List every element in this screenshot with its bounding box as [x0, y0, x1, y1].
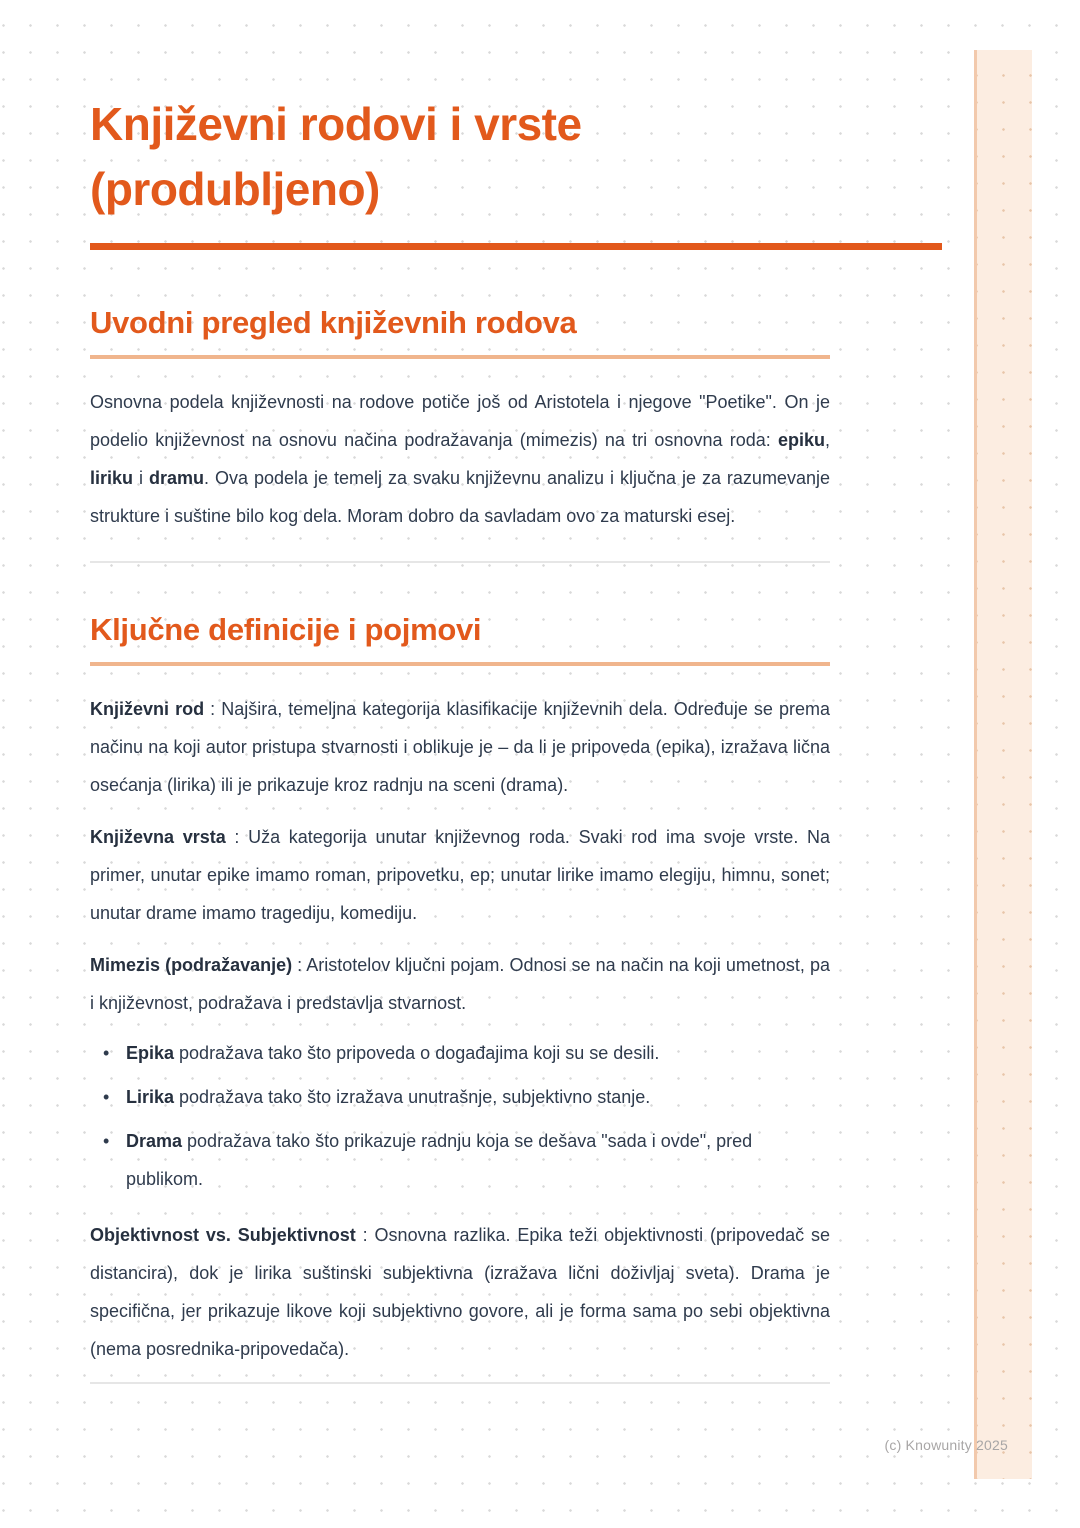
title-rule [90, 243, 942, 250]
intro-paragraph: Osnovna podela književnosti na rodove potiče još od Aristotela i njegove "Poetike". On je podelio književnost na osnovu načina podražavanja (mimezis) na tri osnovna roda: epiku, liriku i dramu. Ova podela je temelj za svaku književnu analizu i ključna je za razumevanje strukture i suštine bilo kog dela. Moram dobro da savladam ovo za maturski esej. [90, 391, 830, 526]
section-heading-intro: Uvodni pregled književnih rodova [90, 304, 577, 340]
bullet-list [90, 1034, 830, 1198]
side-accent-strip [974, 50, 1032, 1479]
section-divider [90, 1382, 830, 1384]
definition-paragraph-objektivnost: Objektivnost vs. Subjektivnost : Osnovna razlika. Epika teži objektivnosti (pripovedač se distancira), dok je lirika suštinski subjektivna (izražava lični doživljaj sveta). Drama je specifična, jer prikazuje likove koji subjektivno govore, ali je forma sama po sebi objektivna (nema posrednika-pripovedača). [90, 1225, 830, 1359]
page-title: Književni rodovi i vrste (produbljeno) [90, 98, 582, 216]
list-item [90, 1122, 830, 1198]
list-item-text: Epika podražava tako što pripoveda o događajima koji su se desili. [126, 1043, 660, 1063]
bullet-icon: • [103, 1131, 110, 1151]
definition-paragraph-mimezis: Mimezis (podražavanje) : Aristotelov ključni pojam. Odnosi se na način na koji umetnost, pa i književnost, podražava i predstavlja stvarnost. [90, 955, 830, 1013]
definition-paragraph-knjizevna-vrsta: Književna vrsta : Uža kategorija unutar književnog roda. Svaki rod ima svoje vrste. Na primer, unutar epike imamo roman, pripovetku, ep; unutar lirike imamo elegiju, himnu, sonet; unutar drame imamo tragediju, komediju. [90, 827, 830, 923]
copyright-watermark: (c) Knowunity 2025 [884, 1437, 1008, 1453]
document-content [90, 0, 835, 1384]
list-item-text: Lirika podražava tako što izražava unutrašnje, subjektivno stanje. [126, 1087, 651, 1107]
section-heading-rule [90, 662, 830, 666]
section-heading-definitions: Ključne definicije i pojmovi [90, 611, 482, 647]
list-item-text: Drama podražava tako što prikazuje radnju koja se dešava "sada i ovde", pred publikom. [126, 1131, 753, 1189]
bullet-icon: • [103, 1043, 110, 1063]
section-divider [90, 561, 830, 563]
definition-paragraph-knjizevni-rod: Književni rod : Najšira, temeljna kategorija klasifikacije književnih dela. Određuje se prema načinu na koji autor pristupa stvarnosti i oblikuje je – da li je pripoveda (epika), izražava lična osećanja (lirika) ili je prikazuje kroz radnju na sceni (drama). [90, 699, 830, 795]
section-definitions [90, 611, 835, 1368]
list-item [90, 1034, 830, 1072]
section-heading-rule [90, 355, 830, 359]
bullet-icon: • [103, 1087, 110, 1107]
list-item [90, 1078, 830, 1116]
section-intro [90, 304, 835, 535]
